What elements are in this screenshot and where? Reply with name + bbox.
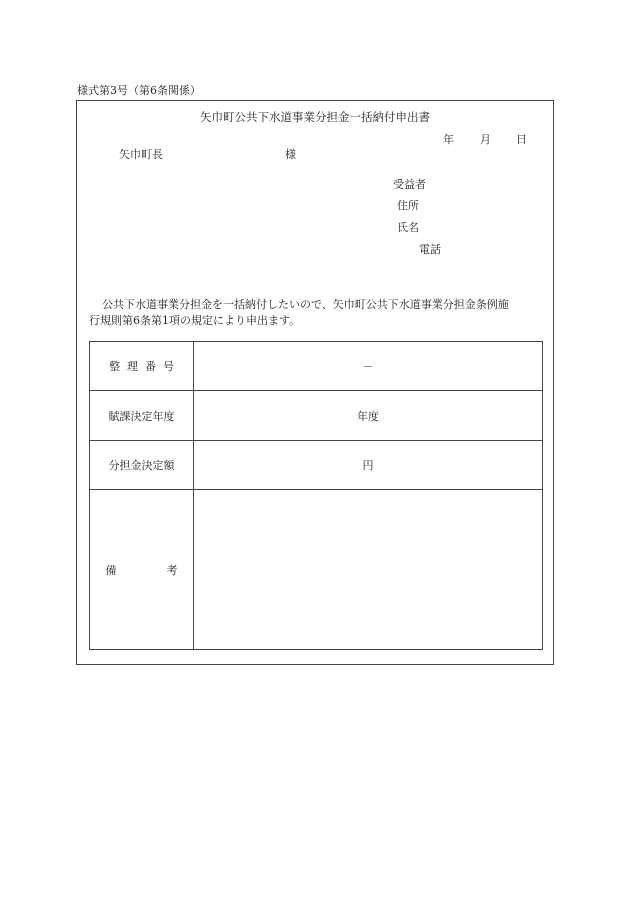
assessment-year-label-cell	[90, 391, 194, 440]
recipient-label: 受益者	[393, 178, 426, 191]
phone-label: 電話	[419, 243, 441, 256]
reference-number-label: 整理番号	[109, 360, 181, 373]
form-title: 矢巾町公共下水道事業分担金一括納付申出書	[200, 110, 430, 124]
name-label: 氏名	[397, 221, 419, 234]
charge-amount-value: 円	[362, 459, 374, 472]
request-statement	[89, 297, 547, 329]
table-row-assessment-year	[90, 391, 542, 441]
reference-number-label-cell	[90, 342, 194, 390]
table-row-reference-number	[90, 342, 542, 391]
date-month-label: 月	[480, 133, 491, 146]
addressee-name: 矢巾町長	[119, 148, 163, 161]
address-label: 住所	[397, 199, 419, 212]
form-frame	[76, 100, 554, 665]
table-row-remarks	[90, 490, 542, 649]
remarks-label	[106, 562, 178, 578]
assessment-year-value-cell	[194, 391, 542, 440]
remarks-value-cell	[194, 490, 542, 649]
assessment-year-label: 賦課決定年度	[108, 409, 175, 423]
form-number: 様式第3号（第6条関係）	[77, 84, 201, 97]
date-year-label: 年	[443, 133, 454, 146]
table-row-charge-amount	[90, 441, 542, 490]
remarks-label-cell	[90, 490, 194, 649]
request-statement-line-2: 行規則第6条第1項の規定により申出ます。	[89, 314, 301, 327]
assessment-year-value: 年度	[357, 409, 379, 423]
remarks-label-left: 備	[105, 563, 117, 577]
addressee-honorific: 様	[285, 148, 296, 161]
reference-number-value: －	[362, 360, 374, 373]
details-table	[89, 341, 543, 650]
charge-amount-label: 分担金決定額	[108, 459, 175, 472]
charge-amount-value-cell	[194, 441, 542, 489]
reference-number-value-cell	[194, 342, 542, 390]
date-day-label: 日	[516, 133, 527, 146]
charge-amount-label-cell	[90, 441, 194, 489]
remarks-label-right: 考	[166, 563, 178, 577]
request-statement-line-1: 公共下水道事業分担金を一括納付したいので、矢巾町公共下水道事業分担金条例施	[102, 298, 509, 311]
